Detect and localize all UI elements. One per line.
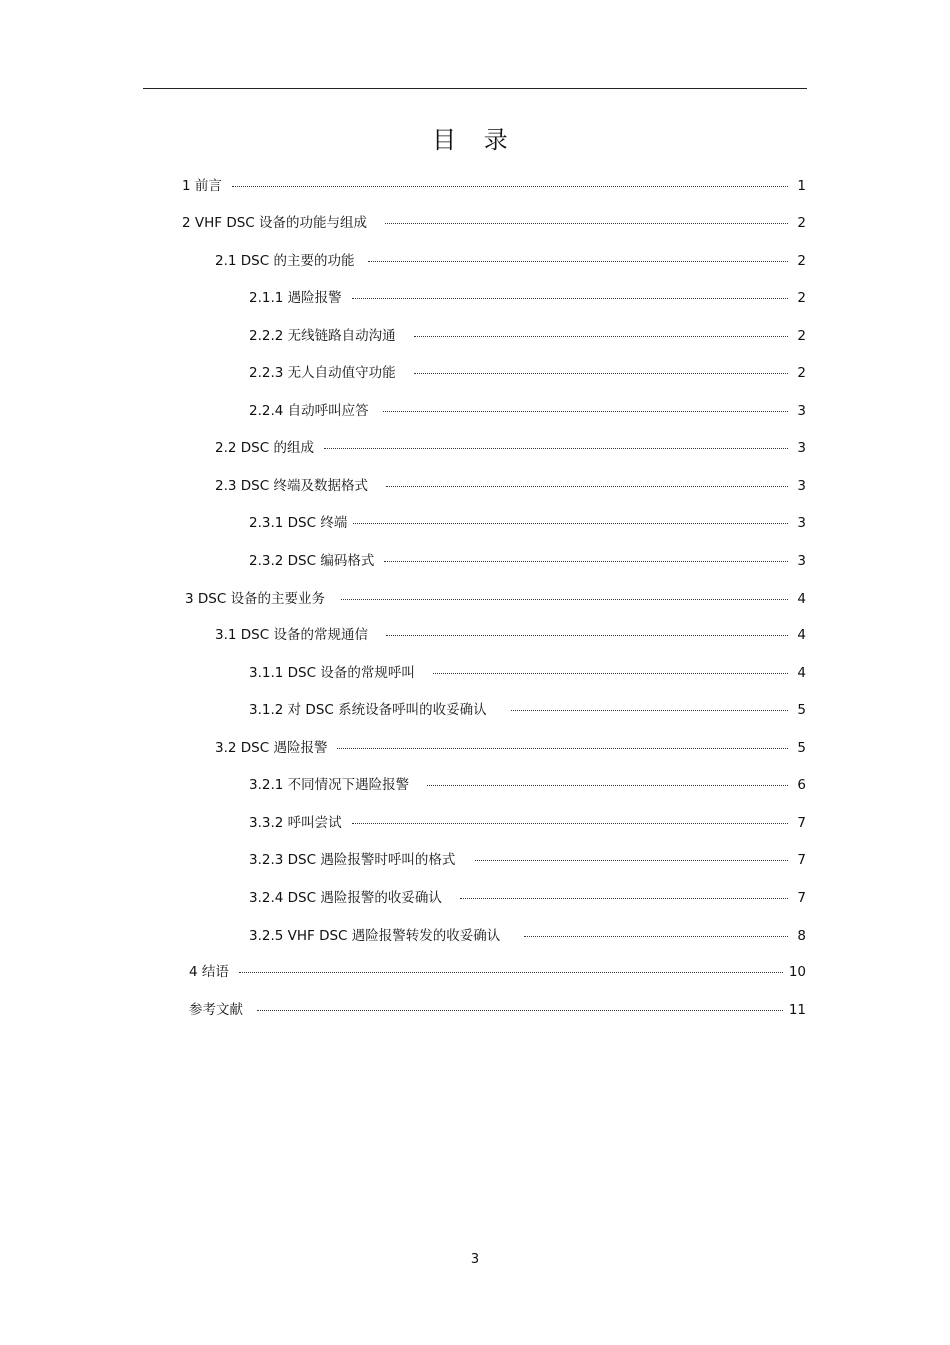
toc-entry-label: 2.3 DSC 终端及数据格式 [215,478,368,494]
toc-entry-label: 2.2 DSC 的组成 [215,440,314,456]
toc-entry-4[interactable] [189,963,806,981]
toc-entry-2-2[interactable] [215,439,806,457]
toc-entry-2-2-3[interactable] [249,364,806,382]
toc-entry-references[interactable] [189,1001,806,1019]
toc-entry-3[interactable] [185,590,806,608]
toc-entry-label: 3.2.5 VHF DSC 遇险报警转发的收妥确认 [249,928,501,944]
toc-entry-2-1[interactable] [215,252,806,270]
toc-entry-2-3-2[interactable] [249,552,806,570]
toc-entry-2-3[interactable] [215,477,806,495]
toc-entry-3-2-5[interactable] [249,927,806,945]
toc-entry-page: 7 [797,890,806,906]
toc-entry-page: 2 [797,253,806,269]
toc-entry-label: 4 结语 [189,964,229,980]
toc-entry-2-2-4[interactable] [249,402,806,420]
toc-entry-page: 4 [797,665,806,681]
toc-entry-page: 3 [797,440,806,456]
page-number: 3 [470,1252,480,1267]
toc-entry-page: 2 [797,365,806,381]
toc-entry-page: 6 [797,777,806,793]
toc-entry-label: 2.3.1 DSC 终端 [249,515,348,531]
toc-entry-label: 2.1.1 遇险报警 [249,290,342,306]
toc-entry-label: 3 DSC 设备的主要业务 [185,591,326,607]
dot-leader [341,599,788,600]
toc-entry-page: 2 [797,215,806,231]
dot-leader [386,486,788,487]
dot-leader [524,936,788,937]
dot-leader [257,1010,783,1011]
toc-entry-page: 2 [797,328,806,344]
toc-entry-2[interactable] [182,214,806,232]
dot-leader [460,898,788,899]
toc-entry-page: 8 [797,928,806,944]
toc-entry-3-1-1[interactable] [249,664,806,682]
toc-entry-label: 2.3.2 DSC 编码格式 [249,553,375,569]
toc-entry-label: 3.2 DSC 遇险报警 [215,740,328,756]
dot-leader [353,523,788,524]
toc-entry-3-2-4[interactable] [249,889,806,907]
toc-entry-label: 2.2.4 自动呼叫应答 [249,403,369,419]
toc-entry-page: 5 [797,740,806,756]
toc-entry-label: 3.1 DSC 设备的常规通信 [215,627,368,643]
toc-entry-page: 1 [797,178,806,194]
toc-entry-label: 3.1.1 DSC 设备的常规呼叫 [249,665,415,681]
toc-entry-page: 11 [788,1002,806,1018]
toc-entry-3-2[interactable] [215,739,806,757]
toc-entry-3-3-2[interactable] [249,814,806,832]
dot-leader [427,785,788,786]
toc-entry-2-3-1[interactable] [249,514,806,532]
toc-entry-label: 2.2.3 无人自动值守功能 [249,365,396,381]
toc-entry-page: 3 [797,553,806,569]
toc-entry-label: 3.2.4 DSC 遇险报警的收妥确认 [249,890,442,906]
toc-entry-label: 2.1 DSC 的主要的功能 [215,253,355,269]
toc-entry-label: 3.2.1 不同情况下遇险报警 [249,777,410,793]
dot-leader [384,561,788,562]
toc-entry-3-1[interactable] [215,626,806,644]
dot-leader [324,448,788,449]
toc-entry-3-2-1[interactable] [249,776,806,794]
toc-entry-1[interactable] [182,177,806,195]
toc-entry-page: 4 [797,591,806,607]
dot-leader [352,823,788,824]
toc-entry-label: 3.2.3 DSC 遇险报警时呼叫的格式 [249,852,456,868]
dot-leader [232,186,788,187]
dot-leader [475,860,788,861]
toc-entry-page: 5 [797,702,806,718]
dot-leader [337,748,788,749]
toc-entry-3-1-2[interactable] [249,701,806,719]
toc-entry-label: 2.2.2 无线链路自动沟通 [249,328,396,344]
toc-entry-page: 3 [797,478,806,494]
toc-entry-page: 7 [797,852,806,868]
dot-leader [383,411,788,412]
toc-entry-label: 3.3.2 呼叫尝试 [249,815,342,831]
toc-entry-page: 4 [797,627,806,643]
toc-entry-page: 7 [797,815,806,831]
toc-entry-page: 10 [788,964,806,980]
dot-leader [385,223,788,224]
toc-entry-2-2-2[interactable] [249,327,806,345]
toc-entry-label: 3.1.2 对 DSC 系统设备呼叫的收妥确认 [249,702,487,718]
toc-entry-label: 2 VHF DSC 设备的功能与组成 [182,215,368,231]
dot-leader [352,298,788,299]
toc-entry-page: 2 [797,290,806,306]
toc-entry-label: 参考文献 [189,1002,243,1018]
toc-title: 目 录 [432,126,518,154]
toc-entry-page: 3 [797,403,806,419]
dot-leader [433,673,788,674]
toc-entry-2-1-1[interactable] [249,289,806,307]
toc-entry-page: 3 [797,515,806,531]
toc-entry-3-2-3[interactable] [249,851,806,869]
toc-entry-label: 1 前言 [182,178,222,194]
dot-leader [414,373,788,374]
dot-leader [239,972,783,973]
dot-leader [386,635,788,636]
dot-leader [368,261,788,262]
dot-leader [511,710,788,711]
dot-leader [414,336,788,337]
